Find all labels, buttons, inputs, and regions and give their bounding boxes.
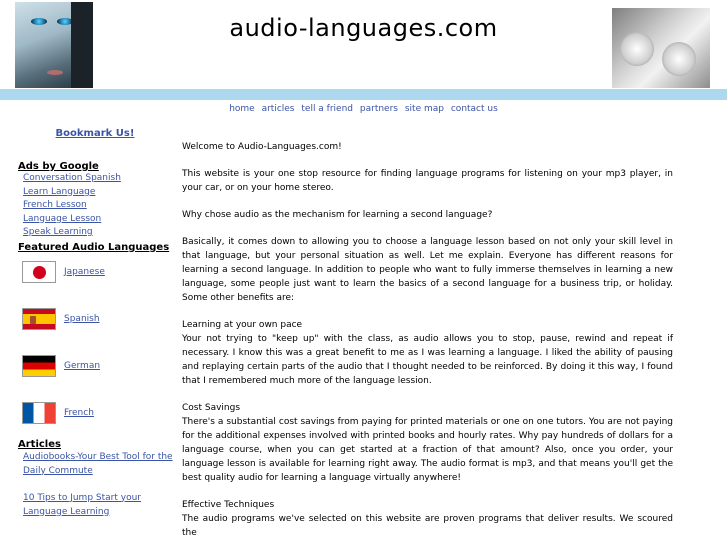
site-title: audio-languages.com [229,14,498,42]
nav-contact-us[interactable]: contact us [450,104,498,114]
articles-heading: Articles [18,438,61,450]
header-divider-bar [0,89,727,100]
france-flag-icon[interactable] [22,402,56,424]
main-content [182,140,673,553]
lips-graphic [47,70,63,75]
earbud-left-graphic [620,32,654,66]
ad-link-learn-language[interactable]: Learn Language [23,186,96,197]
sidebar [18,128,178,519]
intro-paragraph: This website is your one stop resource for finding language programs for listening on your mp3 player, in your car, or on your home stereo. [182,169,673,193]
article-link-10-tips[interactable]: 10 Tips to Jump Start your Language Learning [23,492,141,517]
pace-paragraph: Your not trying to "keep up" with the class, as audio allows you to stop, pause, rewind and repeat if necessary. I know this was a great benefit to me as I was learning a language. I liked the ability of pausing and replaying certain parts of the audio that I thought needed to be reinforced. By doing it this way, I found that I remembered much more of the language lession. [182,334,673,386]
ad-link-language-lesson[interactable]: Language Lesson [23,213,102,224]
language-item-spanish [22,300,178,338]
welcome-text: Welcome to Audio-Languages.com! [182,142,342,152]
ad-link-conversation-spanish[interactable]: Conversation Spanish [23,173,121,183]
top-navigation [0,104,727,114]
nav-tell-a-friend[interactable]: tell a friend [301,104,354,114]
language-link-french[interactable]: French [64,407,94,418]
nav-articles[interactable]: articles [261,104,295,114]
nav-partners[interactable]: partners [359,104,398,114]
site-header [0,0,727,89]
ad-link-speak-learning[interactable]: Speak Learning [23,227,93,237]
earbud-right-graphic [662,42,696,76]
question-paragraph: Why chose audio as the mechanism for learning a second language? [182,210,493,220]
basically-paragraph: Basically, it comes down to allowing you to choose a language lesson based on not only your skill level in that language, but your personal situation as well. Let me explain. Everyone has different reasons for learning a second language. In addition to people who want to fully immerse themselves in learning a new language, some people just want to learn the basics of a second language for a business trip, or holiday. Some other benefits are: [182,237,673,303]
language-item-japanese [22,253,178,291]
cost-paragraph: There's a substantial cost savings from paying for printed materials or one on one tutors. You are not paying for the additional expenses involved with printed books and hourly rates. Why pay hundreds of dollars for a language course, when you can get started at a fraction of that amount? Also, once you order, your language lesson is available for learning right away. The audio format is mp3, and that means you'll get the best quality audio for learning a language virtually anywhere! [182,417,673,483]
article-link-audiobooks[interactable]: Audiobooks-Your Best Tool for the Daily Commute [23,451,173,476]
language-link-spanish[interactable]: Spanish [64,313,100,324]
pace-heading: Learning at your own pace [182,320,303,330]
techniques-paragraph: The audio programs we've selected on this website are proven programs that deliver results. We scoured the [182,514,673,538]
language-link-japanese[interactable]: Japanese [64,266,105,277]
language-item-french [22,394,178,432]
language-item-german [22,347,178,385]
spain-flag-icon[interactable] [22,308,56,330]
language-link-german[interactable]: German [64,360,101,371]
germany-flag-icon[interactable] [22,355,56,377]
featured-languages-heading: Featured Audio Languages [18,241,170,253]
nav-home[interactable]: home [229,104,255,114]
nav-site-map[interactable]: site map [404,104,444,114]
cost-heading: Cost Savings [182,403,241,413]
ad-link-french-lesson[interactable]: French Lesson [23,200,87,210]
techniques-heading: Effective Techniques [182,500,275,510]
ads-heading[interactable]: Ads by Google [18,161,99,172]
bookmark-link[interactable]: Bookmark Us! [55,128,135,139]
earbuds-image [612,8,710,88]
japan-flag-icon[interactable] [22,261,56,283]
